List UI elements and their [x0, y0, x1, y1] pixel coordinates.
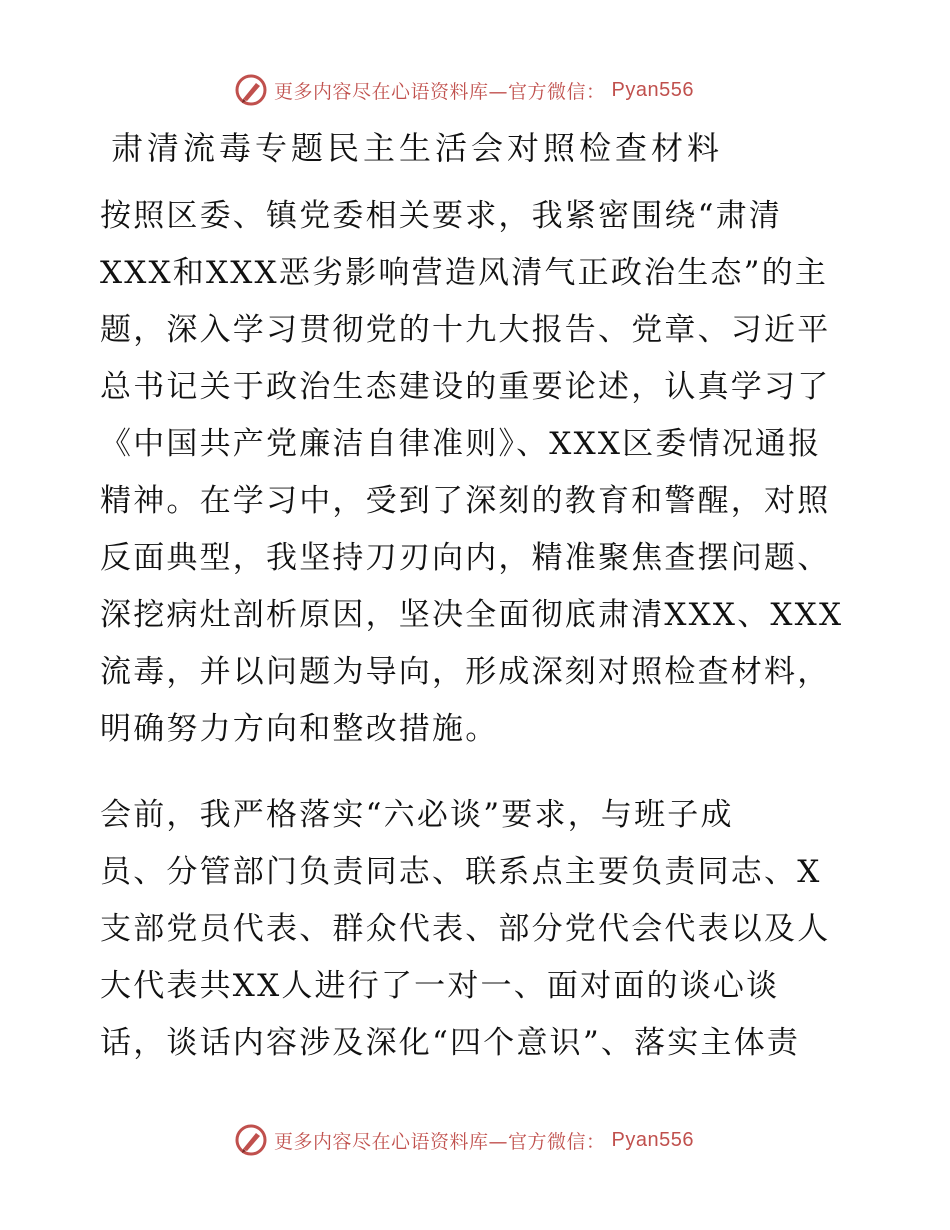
- body-line: XXX和XXX恶劣影响营造风清气正政治生态”的主: [100, 255, 829, 291]
- pen-logo-icon: [234, 73, 268, 107]
- watermark-text: 更多内容尽在心语资料库—官方微信：: [274, 80, 606, 103]
- body-line: 员、分管部门负责同志、联系点主要负责同志、X: [100, 854, 822, 890]
- body-line: 会前，我严格落实“六必谈”要求，与班子成: [100, 797, 734, 833]
- body-line: 支部党员代表、群众代表、部分党代会代表以及人: [100, 911, 831, 947]
- pen-logo-icon: [234, 1123, 268, 1157]
- body-line: 明确努力方向和整改措施。: [100, 711, 499, 747]
- body-line: 反面典型，我坚持刀刃向内，精准聚焦查摆问题、: [100, 540, 831, 576]
- body-line: 深挖病灶剖析原因，坚决全面彻底肃清XXX、XXX: [100, 597, 844, 633]
- body-line: 话，谈话内容涉及深化“四个意识”、落实主体责: [100, 1025, 801, 1061]
- body-line: 大代表共XX人进行了一对一、面对面的谈心谈: [100, 968, 780, 1004]
- body-line: 流毒，并以问题为导向，形成深刻对照检查材料，: [100, 654, 831, 690]
- body-line: 按照区委、镇党委相关要求，我紧密围绕“肃清: [100, 198, 783, 234]
- body-line: 精神。在学习中，受到了深刻的教育和警醒，对照: [100, 483, 831, 519]
- body-line: 题，深入学习贯彻党的十九大报告、党章、习近平: [100, 312, 831, 348]
- watermark-wechat-id: Pyan556: [611, 78, 694, 101]
- body-line: 《中国共产党廉洁自律准则》、XXX区委情况通报: [100, 426, 822, 462]
- watermark-footer: [234, 1122, 694, 1158]
- document-title: 肃清流毒专题民主生活会对照检查材料: [111, 129, 724, 167]
- watermark-text: 更多内容尽在心语资料库—官方微信：: [274, 1130, 606, 1153]
- watermark-header: [234, 72, 694, 108]
- watermark-wechat-id: Pyan556: [611, 1128, 694, 1151]
- body-line: 总书记关于政治生态建设的重要论述，认真学习了: [100, 369, 831, 405]
